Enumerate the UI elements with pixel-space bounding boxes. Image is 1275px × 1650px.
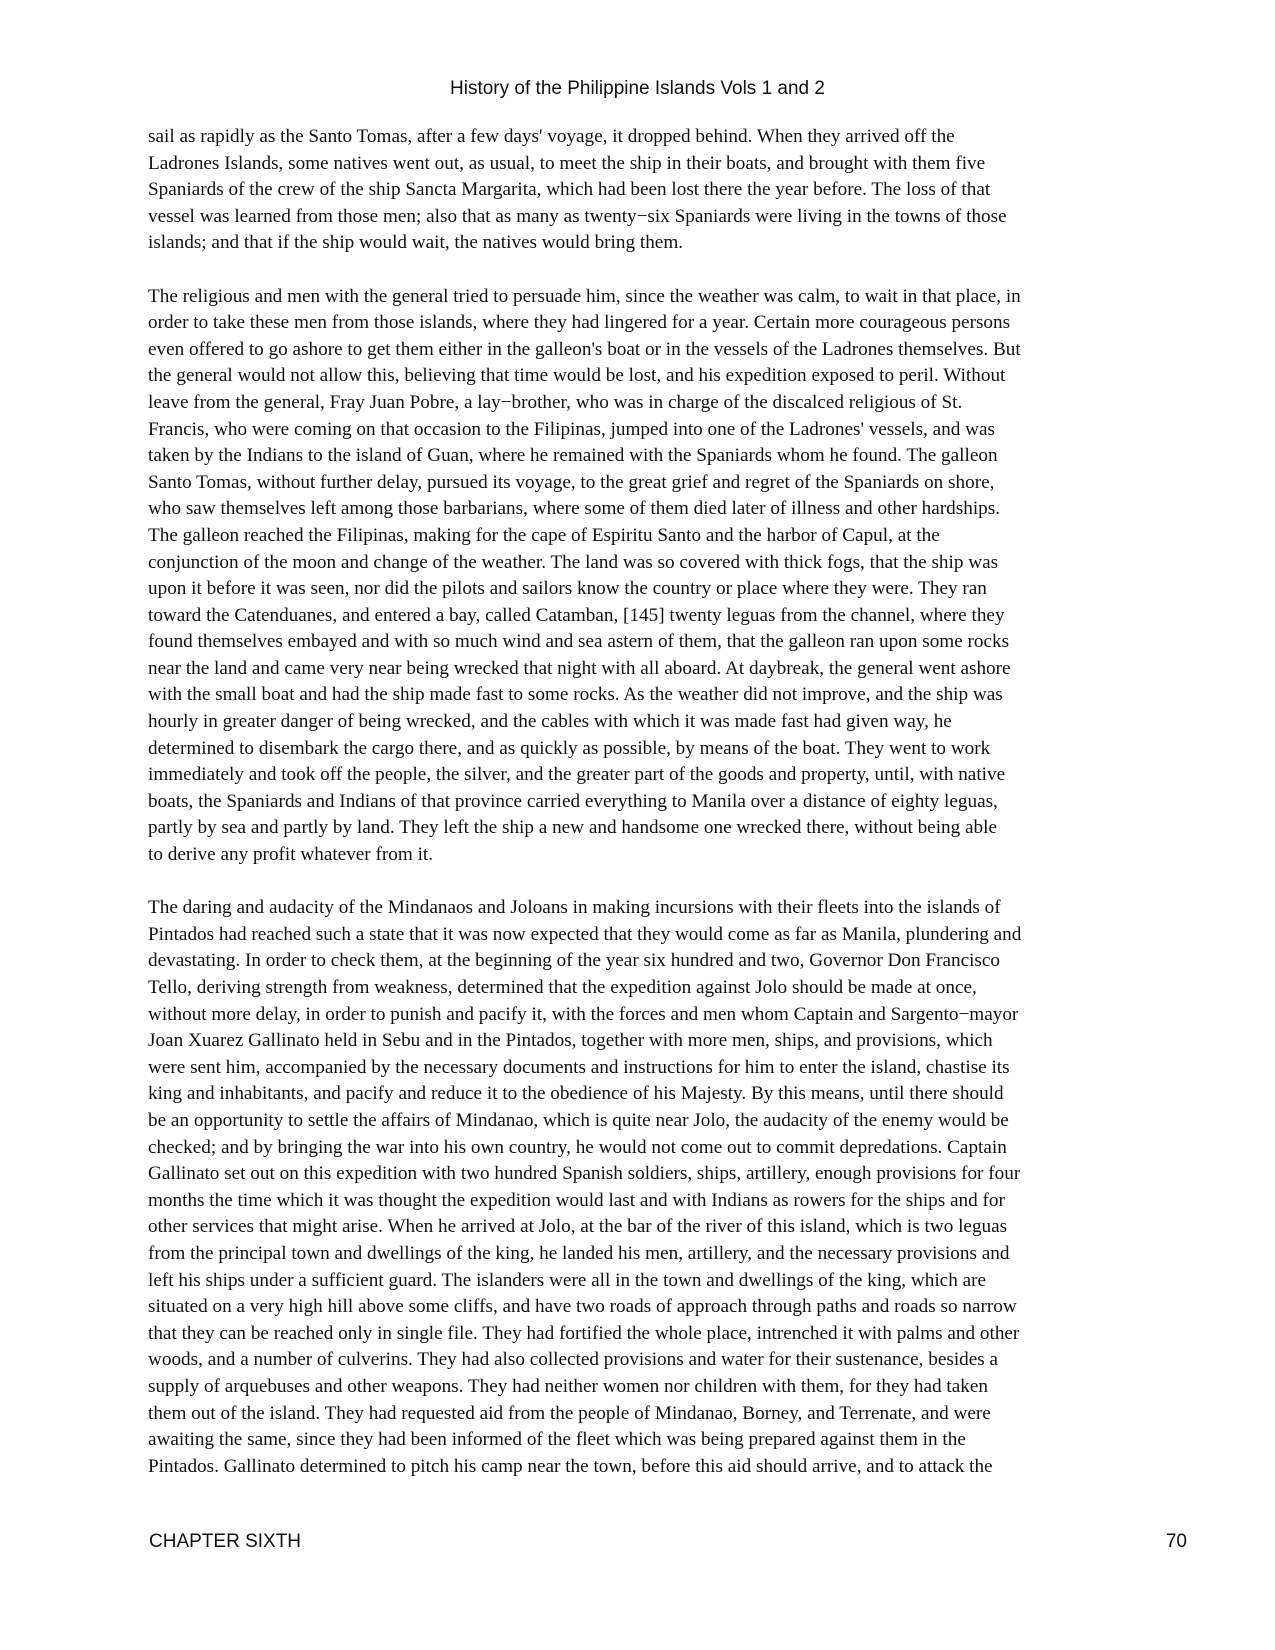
running-header: History of the Philippine Islands Vols 1 and 2 bbox=[450, 78, 825, 99]
text-line: partly by sea and partly by land. They left the ship a new and handsome one wrecked there, without being able bbox=[148, 817, 997, 839]
text-line: order to take these men from those islands, where they had lingered for a year. Certain more courageous persons bbox=[148, 312, 1011, 334]
text-line: immediately and took off the people, the silver, and the greater part of the goods and property, until, with native bbox=[148, 764, 1006, 786]
text-line: Francis, who were coming on that occasion to the Filipinas, jumped into one of the Ladrones' vessels, and was bbox=[148, 418, 995, 440]
text-line: boats, the Spaniards and Indians of that province carried everything to Manila over a distance of eighty leguas, bbox=[148, 790, 998, 812]
text-line: sail as rapidly as the Santo Tomas, after a few days' voyage, it dropped behind. When they arrived off the bbox=[148, 126, 955, 147]
text-line: be an opportunity to settle the affairs of Mindanao, which is quite near Jolo, the audacity of the enemy would be bbox=[148, 1109, 1009, 1131]
text-line: leave from the general, Fray Juan Pobre, a lay−brother, who was in charge of the discalced religious of St. bbox=[148, 391, 963, 413]
text-line: situated on a very high hill above some cliffs, and have two roads of approach through paths and roads so narrow bbox=[148, 1296, 1017, 1318]
text-line: the general would not allow this, believing that time would be lost, and his expedition exposed to peril. Without bbox=[148, 365, 1006, 387]
text-line: were sent him, accompanied by the necessary documents and instructions for him to enter the island, chastise its bbox=[148, 1056, 1010, 1078]
text-line: taken by the Indians to the island of Guan, where he remained with the Spaniards whom he found. The galleon bbox=[148, 445, 998, 467]
text-line: Pintados. Gallinato determined to pitch his camp near the town, before this aid should arrive, and to attack the bbox=[148, 1455, 993, 1477]
text-line: The daring and audacity of the Mindanaos and Joloans in making incursions with their fleets into the islands of bbox=[148, 897, 1001, 919]
text-line: hourly in greater danger of being wrecked, and the cables with which it was made fast had given way, he bbox=[148, 711, 952, 733]
text-line: determined to disembark the cargo there, and as quickly as possible, by means of the boat. They went to work bbox=[148, 737, 991, 759]
text-line: vessel was learned from those men; also that as many as twenty−six Spaniards were living in the towns of those bbox=[148, 205, 1007, 227]
text-line: Tello, deriving strength from weakness, determined that the expedition against Jolo should be made at once, bbox=[148, 977, 977, 998]
text-line: even offered to go ashore to get them either in the galleon's boat or in the vessels of the Ladrones themselves. But bbox=[148, 338, 1021, 360]
text-line: them out of the island. They had requested aid from the people of Mindanao, Borney, and Terrenate, and were bbox=[148, 1402, 991, 1424]
text-line: supply of arquebuses and other weapons. They had neither women nor children with them, for they had taken bbox=[148, 1375, 988, 1397]
text-line: king and inhabitants, and pacify and reduce it to the obedience of his Majesty. By this means, until there should bbox=[148, 1083, 1004, 1105]
text-line: that they can be reached only in single file. They had fortified the whole place, intrenched it with palms and other bbox=[148, 1322, 1020, 1344]
text-line: conjunction of the moon and change of the weather. The land was so covered with thick fogs, that the ship was bbox=[148, 551, 999, 573]
text-line: awaiting the same, since they had been informed of the fleet which was being prepared against them in the bbox=[148, 1429, 966, 1451]
paragraph-gap bbox=[148, 869, 1188, 896]
text-line: checked; and by bringing the war into his own country, he would not come out to commit depredations. Captain bbox=[148, 1136, 1007, 1158]
text-line: who saw themselves left among those barbarians, where some of them died later of illness and other hardships. bbox=[148, 498, 1001, 520]
paragraph bbox=[148, 124, 1188, 257]
text-line: without more delay, in order to punish and pacify it, with the forces and men whom Captain and Sargento−mayor bbox=[148, 1003, 1019, 1025]
text-line: near the land and came very near being wrecked that night with all aboard. At daybreak, the general went ashore bbox=[148, 657, 1011, 679]
text-line: Santo Tomas, without further delay, pursued its voyage, to the great grief and regret of the Spaniards on shore, bbox=[148, 471, 995, 493]
chapter-label: CHAPTER SIXTH bbox=[149, 1531, 302, 1552]
text-line: upon it before it was seen, nor did the pilots and sailors know the country or place where they were. They ran bbox=[148, 578, 987, 600]
text-line: to derive any profit whatever from it. bbox=[148, 844, 434, 866]
text-line: toward the Catenduanes, and entered a bay, called Catamban, [145] twenty leguas from the channel, where they bbox=[148, 604, 1005, 626]
text-line: months the time which it was thought the expedition would last and with Indians as rowers for the ships and for bbox=[148, 1189, 1005, 1211]
paragraph-gap bbox=[148, 257, 1188, 284]
body-text bbox=[148, 124, 1188, 1480]
paragraph bbox=[148, 284, 1188, 869]
paragraph bbox=[148, 895, 1188, 1480]
text-line: from the principal town and dwellings of the king, he landed his men, artillery, and the necessary provisions and bbox=[148, 1242, 1010, 1264]
text-line: devastating. In order to check them, at the beginning of the year six hundred and two, Governor Don Francisco bbox=[148, 950, 1000, 972]
text-line: other services that might arise. When he arrived at Jolo, at the bar of the river of this island, which is two leguas bbox=[148, 1216, 1008, 1238]
text-line: Gallinato set out on this expedition with two hundred Spanish soldiers, ships, artillery, enough provisions for four bbox=[148, 1163, 1021, 1185]
text-line: Ladrones Islands, some natives went out, as usual, to meet the ship in their boats, and brought with them five bbox=[148, 152, 986, 174]
text-line: found themselves embayed and with so much wind and sea astern of them, that the galleon ran upon some rocks bbox=[148, 631, 1010, 653]
text-line: Pintados had reached such a state that it was now expected that they would come as far as Manila, plundering and bbox=[148, 923, 1022, 945]
text-line: The religious and men with the general tried to persuade him, since the weather was calm, to wait in that place, in bbox=[148, 285, 1021, 307]
text-line: Spaniards of the crew of the ship Sancta Margarita, which had been lost there the year before. The loss of that bbox=[148, 179, 991, 201]
text-line: The galleon reached the Filipinas, making for the cape of Espiritu Santo and the harbor of Capul, at the bbox=[148, 524, 940, 546]
page-number: 70 bbox=[1165, 1531, 1187, 1552]
text-line: islands; and that if the ship would wait, the natives would bring them. bbox=[148, 232, 684, 254]
text-line: woods, and a number of culverins. They had also collected provisions and water for their sustenance, besides a bbox=[148, 1349, 999, 1371]
text-line: with the small boat and had the ship made fast to some rocks. As the weather did not improve, and the ship was bbox=[148, 684, 1003, 706]
text-line: Joan Xuarez Gallinato held in Sebu and in the Pintados, together with more men, ships, and provisions, which bbox=[148, 1030, 993, 1052]
text-line: left his ships under a sufficient guard. The islanders were all in the town and dwellings of the king, which are bbox=[148, 1269, 987, 1291]
